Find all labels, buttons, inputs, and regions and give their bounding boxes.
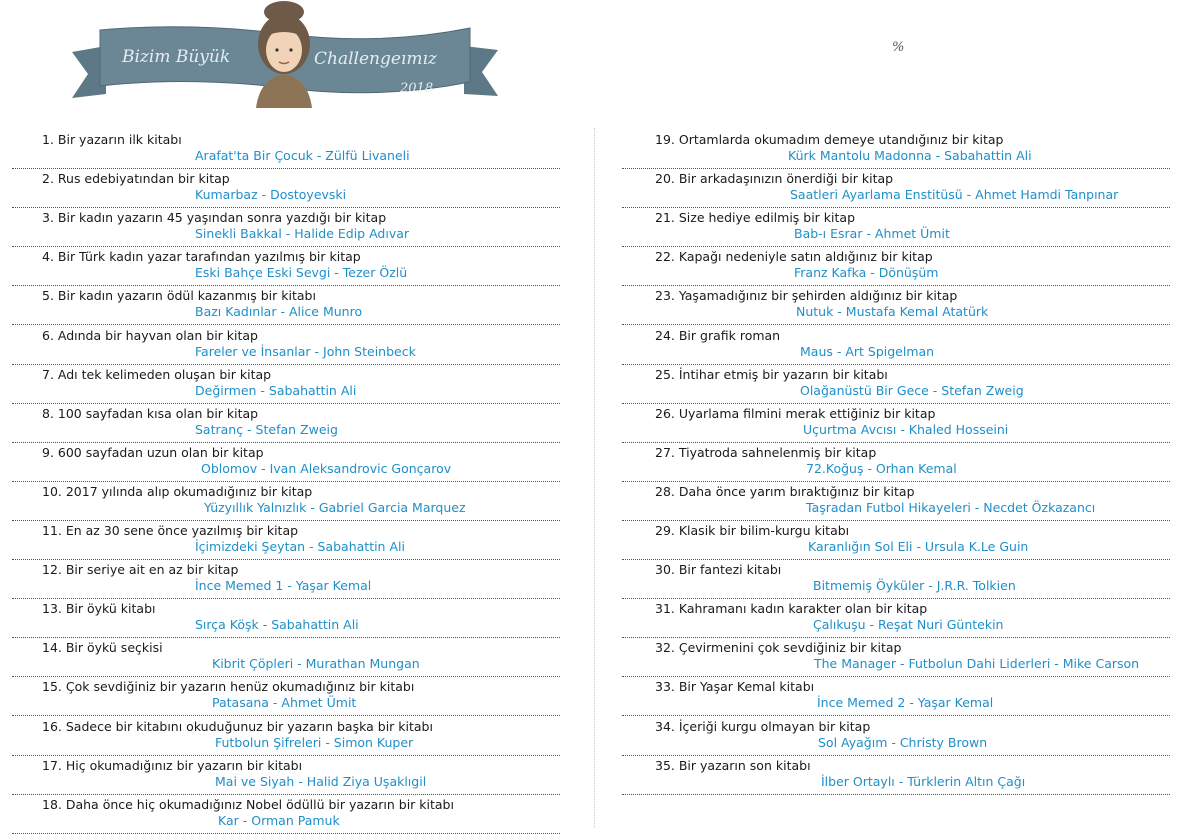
challenge-question: 12. Bir seriye ait en az bir kitap	[42, 562, 239, 578]
challenge-question: 10. 2017 yılında alıp okumadığınız bir kitap	[42, 483, 313, 499]
challenge-item	[0, 562, 590, 601]
challenge-item	[610, 445, 1195, 484]
challenge-question: 33. Bir Yaşar Kemal kitabı	[655, 679, 815, 695]
challenge-question: 9. 600 sayfadan uzun olan bir kitap	[42, 444, 264, 460]
challenge-answer: The Manager - Futbolun Dahi Liderleri - Mike Carson	[814, 656, 1140, 672]
challenge-question: 8. 100 sayfadan kısa olan bir kitap	[42, 405, 259, 421]
challenge-answer: Değirmen - Sabahattin Ali	[195, 382, 357, 398]
dotted-rule	[622, 755, 1170, 756]
challenge-item	[610, 367, 1195, 406]
challenge-answer: Çalıkuşu - Reşat Nuri Güntekin	[813, 617, 1004, 633]
challenge-answer: Sırça Köşk - Sabahattin Ali	[195, 617, 359, 633]
challenge-item	[0, 797, 590, 836]
challenge-item	[0, 288, 590, 327]
challenge-question: 6. Adında bir hayvan olan bir kitap	[42, 327, 258, 343]
challenge-item	[0, 719, 590, 758]
dotted-rule	[12, 755, 560, 756]
dotted-rule	[12, 715, 560, 716]
dotted-rule	[12, 598, 560, 599]
challenge-item	[0, 210, 590, 249]
challenge-answer: Kar - Orman Pamuk	[218, 812, 340, 828]
challenge-answer: Fareler ve İnsanlar - John Steinbeck	[195, 343, 416, 359]
banner-year: 2018	[400, 81, 434, 96]
dotted-rule	[12, 168, 560, 169]
challenge-question: 7. Adı tek kelimeden oluşan bir kitap	[42, 366, 272, 382]
challenge-answer: Karanlığın Sol Eli - Ursula K.Le Guin	[808, 539, 1029, 554]
challenge-question: 26. Uyarlama filmini merak ettiğiniz bir kitap	[655, 405, 936, 421]
dotted-rule	[12, 285, 560, 286]
challenge-item	[0, 445, 590, 484]
challenge-answer: Mai ve Siyah - Halid Ziya Uşaklıgil	[215, 773, 427, 789]
challenge-answer: Eski Bahçe Eski Sevgi - Tezer Özlü	[195, 265, 408, 281]
challenge-item	[0, 367, 590, 406]
challenge-answer: 72.Koğuş - Orhan Kemal	[806, 460, 957, 476]
challenge-answer: Bab-ı Esrar - Ahmet Ümit	[794, 226, 950, 242]
dotted-rule	[622, 794, 1170, 795]
challenge-answer: İnce Memed 1 - Yaşar Kemal	[195, 578, 372, 594]
challenge-answer: İlber Ortaylı - Türklerin Altın Çağı	[821, 773, 1026, 789]
challenge-item	[610, 640, 1195, 679]
dotted-rule	[12, 520, 560, 521]
challenge-answer: Bitmemiş Öyküler - J.R.R. Tolkien	[813, 578, 1016, 594]
challenge-question: 19. Ortamlarda okumadım demeye utandığınız bir kitap	[655, 132, 1004, 147]
challenge-answer: Oblomov - Ivan Aleksandrovic Gonçarov	[201, 460, 452, 476]
challenge-question: 30. Bir fantezi kitabı	[655, 562, 782, 578]
challenge-question: 23. Yaşamadığınız bir şehirden aldığınız bir kitap	[655, 288, 958, 304]
percent-mark: %	[892, 40, 905, 55]
challenge-answer: Uçurtma Avcısı - Khaled Hosseini	[803, 421, 1009, 437]
challenge-question: 29. Klasik bir bilim-kurgu kitabı	[655, 523, 850, 538]
challenge-item	[610, 679, 1195, 718]
dotted-rule	[622, 520, 1170, 521]
dotted-rule	[622, 168, 1170, 169]
challenge-question: 14. Bir öykü seçkisi	[42, 640, 163, 656]
dotted-rule	[12, 442, 560, 443]
challenge-question: 11. En az 30 sene önce yazılmış bir kitap	[42, 523, 299, 538]
banner-title-2: Challengeımız	[314, 49, 437, 69]
challenge-question: 13. Bir öykü kitabı	[42, 601, 156, 617]
challenge-item	[0, 758, 590, 797]
challenge-item	[610, 523, 1195, 562]
challenge-answer: Yüzyıllık Yalnızlık - Gabriel Garcia Marquez	[204, 499, 466, 515]
challenge-item	[610, 601, 1195, 640]
challenge-item	[0, 484, 590, 523]
dotted-rule	[12, 324, 560, 325]
challenge-item	[0, 249, 590, 288]
challenge-question: 3. Bir kadın yazarın 45 yaşından sonra yazdığı bir kitap	[42, 210, 387, 226]
challenge-question: 24. Bir grafik roman	[655, 327, 781, 343]
challenge-answer: İçimizdeki Şeytan - Sabahattin Ali	[195, 539, 405, 554]
challenge-answer: İnce Memed 2 - Yaşar Kemal	[817, 695, 994, 711]
challenge-answer: Bazı Kadınlar - Alice Munro	[195, 304, 363, 320]
challenge-question: 16. Sadece bir kitabını okuduğunuz bir yazarın başka bir kitabı	[42, 718, 433, 734]
challenge-answer: Saatleri Ayarlama Enstitüsü - Ahmet Hamdi Tanpınar	[790, 187, 1119, 203]
challenge-answer: Patasana - Ahmet Ümit	[212, 695, 357, 711]
dotted-rule	[12, 833, 560, 834]
challenge-question: 21. Size hediye edilmiş bir kitap	[655, 210, 855, 226]
challenge-question: 4. Bir Türk kadın yazar tarafından yazılmış bir kitap	[42, 249, 361, 265]
challenge-item	[0, 601, 590, 640]
challenge-answer: Taşradan Futbol Hikayeleri - Necdet Özkazancı	[806, 499, 1096, 515]
challenge-question: 32. Çevirmenini çok sevdiğiniz bir kitap	[655, 640, 902, 656]
challenge-item	[0, 640, 590, 679]
challenge-question: 31. Kahramanı kadın karakter olan bir kitap	[655, 601, 928, 617]
dotted-rule	[622, 559, 1170, 560]
challenge-item	[0, 171, 590, 210]
dotted-rule	[622, 324, 1170, 325]
dotted-rule	[622, 598, 1170, 599]
portrait-illustration	[256, 1, 312, 108]
challenge-answer: Nutuk - Mustafa Kemal Atatürk	[796, 304, 989, 320]
challenge-question: 18. Daha önce hiç okumadığınız Nobel ödüllü bir yazarın bir kitabı	[42, 796, 454, 812]
challenge-question: 15. Çok sevdiğiniz bir yazarın henüz okumadığınız bir kitabı	[42, 679, 415, 695]
challenge-item	[0, 679, 590, 718]
dotted-rule	[622, 246, 1170, 247]
challenge-question: 27. Tiyatroda sahnelenmiş bir kitap	[655, 444, 877, 460]
challenge-item	[610, 210, 1195, 249]
challenge-answer: Olağanüstü Bir Gece - Stefan Zweig	[800, 382, 1024, 398]
challenge-question: 34. İçeriği kurgu olmayan bir kitap	[655, 718, 871, 734]
challenge-item	[0, 132, 590, 171]
dotted-rule	[622, 676, 1170, 677]
challenge-answer: Arafat'ta Bir Çocuk - Zülfü Livaneli	[195, 148, 410, 163]
challenge-item	[0, 523, 590, 562]
dotted-rule	[12, 403, 560, 404]
dotted-rule	[12, 246, 560, 247]
challenge-answer: Satranç - Stefan Zweig	[195, 421, 338, 437]
challenge-item	[610, 758, 1195, 797]
challenge-question: 1. Bir yazarın ilk kitabı	[42, 132, 182, 147]
challenge-item	[610, 249, 1195, 288]
challenge-item	[0, 328, 590, 367]
challenge-question: 2. Rus edebiyatından bir kitap	[42, 171, 230, 187]
dotted-rule	[622, 403, 1170, 404]
challenge-banner	[70, 0, 500, 110]
challenge-item	[610, 562, 1195, 601]
challenge-item	[610, 288, 1195, 327]
dotted-rule	[12, 676, 560, 677]
dotted-rule	[12, 559, 560, 560]
challenge-question: 5. Bir kadın yazarın ödül kazanmış bir kitabı	[42, 288, 316, 304]
challenge-question: 28. Daha önce yarım bıraktığınız bir kitap	[655, 483, 915, 499]
challenge-item	[610, 132, 1195, 171]
challenge-answer: Franz Kafka - Dönüşüm	[794, 265, 939, 281]
dotted-rule	[622, 364, 1170, 365]
dotted-rule	[12, 637, 560, 638]
dotted-rule	[12, 481, 560, 482]
challenge-answer: Futbolun Şifreleri - Simon Kuper	[215, 734, 414, 750]
dotted-rule	[12, 794, 560, 795]
dotted-rule	[622, 442, 1170, 443]
challenge-question: 35. Bir yazarın son kitabı	[655, 757, 811, 773]
challenge-answer: Sinekli Bakkal - Halide Edip Adıvar	[195, 226, 410, 242]
dotted-rule	[12, 364, 560, 365]
challenge-item	[610, 171, 1195, 210]
challenge-answer: Kibrit Çöpleri - Murathan Mungan	[212, 656, 420, 672]
dotted-rule	[622, 637, 1170, 638]
dotted-rule	[622, 207, 1170, 208]
dotted-rule	[622, 481, 1170, 482]
dotted-rule	[622, 715, 1170, 716]
challenge-item	[610, 328, 1195, 367]
challenge-answer: Sol Ayağım - Christy Brown	[818, 734, 988, 750]
dotted-rule	[12, 207, 560, 208]
challenge-question: 22. Kapağı nedeniyle satın aldığınız bir kitap	[655, 249, 933, 265]
challenge-answer: Kürk Mantolu Madonna - Sabahattin Ali	[788, 148, 1032, 163]
challenge-question: 25. İntihar etmiş bir yazarın bir kitabı	[655, 366, 888, 382]
challenge-item	[610, 484, 1195, 523]
challenge-item	[610, 719, 1195, 758]
dotted-rule	[622, 285, 1170, 286]
challenge-question: 20. Bir arkadaşınızın önerdiği bir kitap	[655, 171, 894, 187]
column-divider	[594, 128, 595, 828]
challenge-question: 17. Hiç okumadığınız bir yazarın bir kitabı	[42, 757, 303, 773]
challenge-item	[610, 406, 1195, 445]
challenge-answer: Maus - Art Spigelman	[800, 343, 935, 359]
challenge-answer: Kumarbaz - Dostoyevski	[195, 187, 347, 203]
banner-title-1: Bizim Büyük	[122, 47, 231, 67]
challenge-item	[0, 406, 590, 445]
